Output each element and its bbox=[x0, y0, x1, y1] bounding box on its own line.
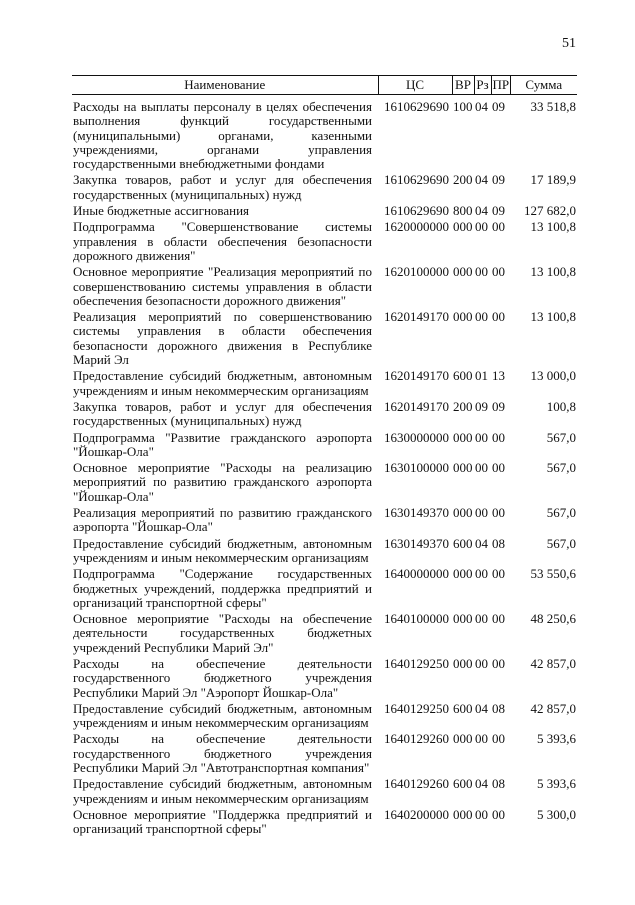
table-row bbox=[72, 204, 577, 220]
row-pr: 00 bbox=[492, 505, 505, 521]
table-header-row bbox=[72, 76, 577, 95]
row-rz: 00 bbox=[475, 264, 488, 280]
row-rz: 04 bbox=[475, 172, 488, 188]
row-cs: 1620000000 bbox=[384, 219, 449, 235]
row-pr: 00 bbox=[492, 264, 505, 280]
row-pr: 08 bbox=[492, 535, 505, 551]
row-cs: 1630149370 bbox=[384, 505, 449, 521]
row-sum: 5 300,0 bbox=[537, 806, 576, 822]
row-vr: 000 bbox=[453, 460, 473, 476]
row-vr: 000 bbox=[453, 566, 473, 582]
row-sum: 5 393,6 bbox=[537, 776, 576, 792]
row-name: Основное мероприятие "Реализация мероприятий по совершенствованию системы управления в области обеспечения безопасности дорожного движения" bbox=[73, 264, 372, 308]
row-pr: 08 bbox=[492, 776, 505, 792]
row-pr: 00 bbox=[492, 655, 505, 671]
row-vr: 000 bbox=[453, 655, 473, 671]
row-name: Реализация мероприятий по развитию гражданского аэропорта "Йошкар-Ола" bbox=[73, 505, 372, 535]
row-rz: 01 bbox=[475, 368, 488, 384]
row-vr: 600 bbox=[453, 776, 473, 792]
row-pr: 09 bbox=[492, 398, 505, 414]
row-rz: 00 bbox=[475, 309, 488, 325]
row-rz: 00 bbox=[475, 611, 488, 627]
row-sum: 567,0 bbox=[546, 505, 576, 521]
row-sum: 42 857,0 bbox=[530, 655, 576, 671]
row-sum: 33 518,8 bbox=[530, 99, 576, 114]
table-row bbox=[72, 657, 577, 702]
row-name: Закупка товаров, работ и услуг для обеспечения государственных (муниципальных) нужд bbox=[73, 172, 372, 202]
row-sum: 127 682,0 bbox=[524, 203, 576, 219]
row-cs: 1610629690 bbox=[384, 203, 449, 219]
row-name: Расходы на обеспечение деятельности государственного бюджетного учреждения Республики Марий Эл "Автотранспортная компания" bbox=[73, 731, 372, 776]
row-name: Закупка товаров, работ и услуг для обеспечения государственных (муниципальных) нужд bbox=[73, 398, 372, 429]
row-cs: 1630100000 bbox=[384, 460, 449, 476]
row-vr: 800 bbox=[453, 203, 473, 219]
row-vr: 000 bbox=[453, 219, 473, 235]
row-pr: 00 bbox=[492, 731, 505, 747]
row-sum: 17 189,9 bbox=[530, 172, 576, 188]
row-rz: 04 bbox=[475, 776, 488, 792]
row-pr: 00 bbox=[492, 460, 505, 476]
header-cs: ЦС bbox=[378, 76, 452, 95]
row-pr: 00 bbox=[492, 566, 505, 582]
table-row bbox=[72, 173, 577, 204]
row-vr: 200 bbox=[453, 398, 473, 414]
row-vr: 600 bbox=[453, 368, 473, 384]
table-row bbox=[72, 702, 577, 733]
row-pr: 13 bbox=[492, 368, 505, 384]
row-rz: 00 bbox=[475, 731, 488, 747]
row-name: Основное мероприятие "Поддержка предприятий и организаций транспортной сферы" bbox=[73, 806, 372, 837]
table-row bbox=[72, 369, 577, 400]
row-pr: 00 bbox=[492, 429, 505, 445]
row-sum: 42 857,0 bbox=[530, 700, 576, 716]
budget-table bbox=[72, 75, 577, 839]
row-vr: 000 bbox=[453, 429, 473, 445]
row-vr: 200 bbox=[453, 172, 473, 188]
row-name: Подпрограмма "Развитие гражданского аэропорта "Йошкар-Ола" bbox=[73, 429, 372, 459]
row-pr: 00 bbox=[492, 806, 505, 822]
row-cs: 1620100000 bbox=[384, 264, 449, 280]
table-row bbox=[72, 400, 577, 431]
row-rz: 04 bbox=[475, 535, 488, 551]
header-pr: ПР bbox=[491, 76, 510, 95]
table-row bbox=[72, 310, 577, 369]
table-row bbox=[72, 431, 577, 462]
row-sum: 567,0 bbox=[546, 460, 576, 476]
row-pr: 09 bbox=[492, 172, 505, 188]
row-rz: 04 bbox=[475, 99, 488, 114]
row-vr: 600 bbox=[453, 535, 473, 551]
row-vr: 100 bbox=[453, 99, 473, 114]
row-sum: 13 100,8 bbox=[530, 309, 576, 325]
row-cs: 1640000000 bbox=[384, 566, 449, 582]
table-row bbox=[72, 265, 577, 310]
row-sum: 567,0 bbox=[546, 535, 576, 551]
row-sum: 100,8 bbox=[546, 398, 576, 414]
row-name: Предоставление субсидий бюджетным, автономным учреждениям и иным некоммерческим организациям bbox=[73, 368, 372, 398]
row-rz: 00 bbox=[475, 505, 488, 521]
row-sum: 567,0 bbox=[546, 429, 576, 445]
table-row bbox=[72, 537, 577, 568]
table-row bbox=[72, 506, 577, 537]
row-sum: 13 000,0 bbox=[530, 368, 576, 384]
row-cs: 1630000000 bbox=[384, 429, 449, 445]
row-name: Реализация мероприятий по совершенствованию системы управления в области обеспечения безопасности дорожного движения в Республике Марий Эл bbox=[73, 309, 372, 368]
row-name: Расходы на выплаты персоналу в целях обеспечения выполнения функций государственными (муниципальными) органами, казенными учреждениями, органами управления государственными внебюджетными фондами bbox=[73, 99, 372, 172]
row-name: Предоставление субсидий бюджетным, автономным учреждениям и иным некоммерческим организациям bbox=[73, 535, 372, 565]
row-pr: 09 bbox=[492, 99, 505, 114]
row-vr: 000 bbox=[453, 806, 473, 822]
row-vr: 000 bbox=[453, 611, 473, 627]
row-name: Подпрограмма "Содержание государственных бюджетных учреждений, поддержка предприятий и организаций транспортной сферы" bbox=[73, 566, 372, 610]
row-rz: 00 bbox=[475, 219, 488, 235]
table-row bbox=[72, 612, 577, 657]
row-name: Основное мероприятие "Расходы на реализацию мероприятий по развитию гражданского аэропорта "Йошкар-Ола" bbox=[73, 460, 372, 504]
row-pr: 00 bbox=[492, 309, 505, 325]
row-cs: 1620149170 bbox=[384, 368, 449, 384]
row-pr: 00 bbox=[492, 611, 505, 627]
header-rz: Рз bbox=[474, 76, 491, 95]
row-sum: 53 550,6 bbox=[530, 566, 576, 582]
row-vr: 000 bbox=[453, 731, 473, 747]
header-name: Наименование bbox=[72, 76, 378, 95]
row-pr: 00 bbox=[492, 219, 505, 235]
row-rz: 04 bbox=[475, 700, 488, 716]
row-cs: 1620149170 bbox=[384, 398, 449, 414]
row-sum: 48 250,6 bbox=[530, 611, 576, 627]
row-cs: 1630149370 bbox=[384, 535, 449, 551]
row-rz: 00 bbox=[475, 655, 488, 671]
row-sum: 13 100,8 bbox=[530, 264, 576, 280]
row-name: Основное мероприятие "Расходы на обеспечение деятельности государственных бюджетных учреждений Республики Марий Эл" bbox=[73, 611, 372, 655]
table-row bbox=[72, 461, 577, 506]
row-vr: 600 bbox=[453, 700, 473, 716]
row-name: Предоставление субсидий бюджетным, автономным учреждениям и иным некоммерческим организациям bbox=[73, 700, 372, 731]
row-name: Иные бюджетные ассигнования bbox=[73, 203, 250, 219]
page-number: 51 bbox=[562, 36, 576, 51]
row-vr: 000 bbox=[453, 309, 473, 325]
table-row bbox=[72, 220, 577, 265]
row-rz: 00 bbox=[475, 460, 488, 476]
row-cs: 1640200000 bbox=[384, 806, 449, 822]
row-rz: 00 bbox=[475, 806, 488, 822]
table-row bbox=[72, 567, 577, 612]
row-rz: 00 bbox=[475, 566, 488, 582]
row-cs: 1640129250 bbox=[384, 700, 449, 716]
row-vr: 000 bbox=[453, 505, 473, 521]
row-sum: 13 100,8 bbox=[530, 219, 576, 235]
row-cs: 1640129260 bbox=[384, 776, 449, 792]
row-name: Подпрограмма "Совершенствование системы управления в области обеспечения безопасности дорожного движения" bbox=[73, 219, 372, 263]
row-cs: 1610629690 bbox=[384, 172, 449, 188]
row-cs: 1640100000 bbox=[384, 611, 449, 627]
row-pr: 08 bbox=[492, 700, 505, 716]
row-name: Предоставление субсидий бюджетным, автономным учреждениям и иным некоммерческим организациям bbox=[73, 776, 372, 806]
row-sum: 5 393,6 bbox=[537, 731, 576, 747]
row-vr: 000 bbox=[453, 264, 473, 280]
row-cs: 1640129260 bbox=[384, 731, 449, 747]
row-cs: 1640129250 bbox=[384, 655, 449, 671]
row-cs: 1610629690 bbox=[384, 99, 449, 114]
row-rz: 00 bbox=[475, 429, 488, 445]
header-sum: Сумма bbox=[510, 76, 577, 95]
row-cs: 1620149170 bbox=[384, 309, 449, 325]
table-row bbox=[72, 777, 577, 808]
row-rz: 04 bbox=[475, 203, 488, 219]
table-row bbox=[72, 732, 577, 777]
row-rz: 09 bbox=[475, 398, 488, 414]
row-name: Расходы на обеспечение деятельности государственного бюджетного учреждения Республики Марий Эл "Аэропорт Йошкар-Ола" bbox=[73, 655, 372, 700]
table-row bbox=[72, 808, 577, 839]
row-pr: 09 bbox=[492, 203, 505, 219]
table-row bbox=[72, 95, 577, 174]
header-vr: ВР bbox=[452, 76, 474, 95]
